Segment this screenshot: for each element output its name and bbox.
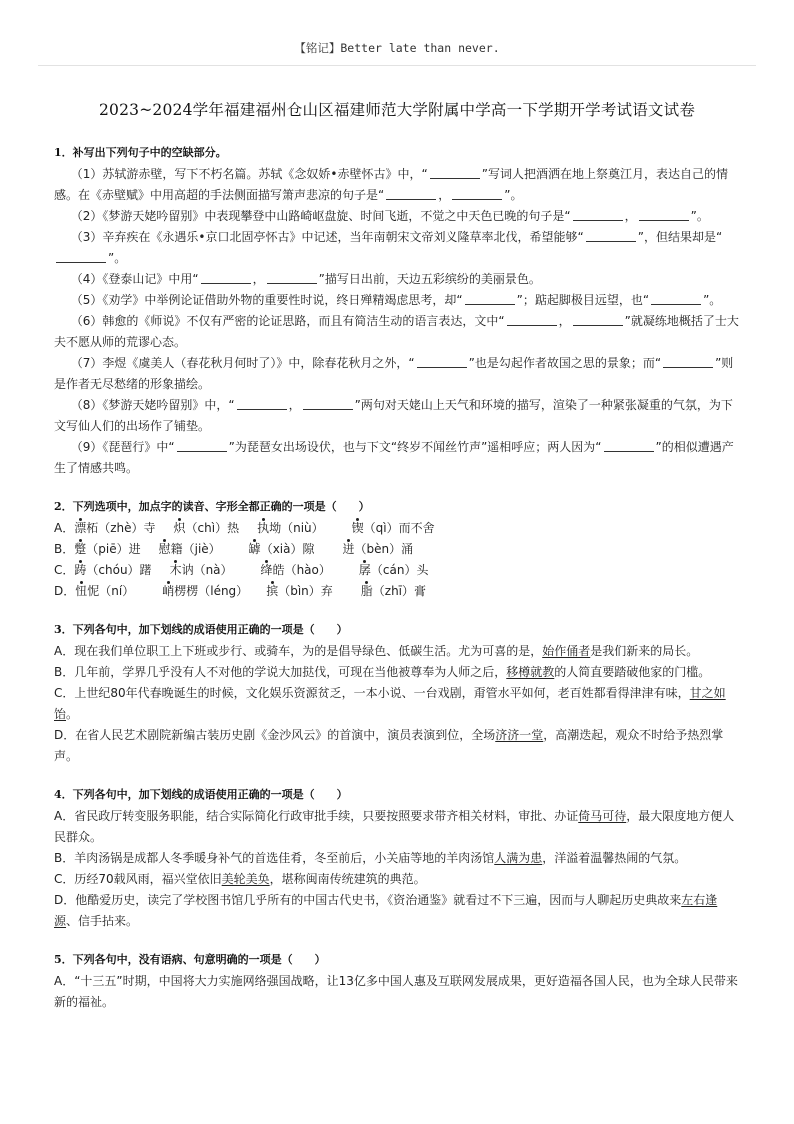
q1-item-8-text-c: ”两句对天姥山上天气和环境的描写，渲染了一种紧张凝重的气氛，为下文写仙人们的出场作了铺垫。	[54, 398, 733, 433]
underlined-idiom: 左右逢源	[54, 893, 718, 928]
q5-option-a[interactable]: A．“十三五”时期，中国将大力实施网络强国战略，让13亿多中国人惠及互联网发展成果，更好造福各国人民，也为全球人民带来新的福祉。	[54, 974, 738, 1009]
answer-blank[interactable]	[201, 271, 251, 284]
option-text: （bèn）涌	[354, 542, 414, 556]
option-text: ，高潮迭起，观众不时给予热烈掌声。	[54, 728, 724, 763]
underlined-idiom: 人满为患	[494, 851, 543, 865]
answer-blank[interactable]	[507, 313, 557, 326]
option-letter: A．	[54, 521, 75, 535]
option-text: 坳（niù）	[269, 521, 324, 535]
q3-option-b[interactable]	[54, 662, 740, 683]
header-divider	[38, 65, 756, 66]
option-letter: B．	[54, 542, 75, 556]
q3-option-c[interactable]	[54, 683, 740, 725]
option-text: D．他酷爱历史，读完了学校图书馆几乎所有的中国古代史书，《资治通鉴》就看过不下三遍，因而与人聊起历史典故来	[54, 893, 682, 907]
option-text: 怩（ní）	[87, 584, 135, 598]
dotted-char: 罅	[248, 542, 261, 556]
dotted-char: 绛	[260, 563, 273, 577]
question-1-stem: 1．补写出下列句子中的空缺部分。	[54, 146, 227, 159]
q1-item-3	[54, 227, 740, 269]
option-text: 讷（nà）	[181, 563, 233, 577]
option-text: ，最大限度地方便人民群众。	[54, 809, 735, 844]
q1-item-3-text-a: （3）辛弃疾在《永遇乐•京口北固亭怀古》中记述，当年南朝宋文帝刘义隆草率北伐，希望能够“	[70, 230, 584, 244]
option-text: B．几年前，学界几乎没有人不对他的学说大加挞伐，可现在当他被尊奉为人师之后，	[54, 665, 507, 679]
q1-item-6-text-b: ，	[558, 314, 571, 328]
q1-item-4-text-a: （4）《登泰山记》中用“	[70, 272, 199, 286]
q1-item-4-text-b: ，	[252, 272, 265, 286]
option-text: （chóu）躇	[86, 563, 152, 577]
answer-blank[interactable]	[604, 439, 654, 452]
underlined-idiom: 甘之如饴	[54, 686, 726, 721]
answer-blank[interactable]	[267, 271, 317, 284]
option-text: ，洋溢着温馨热闹的气氛。	[542, 851, 687, 865]
q1-item-3-text-c: ”。	[108, 251, 127, 265]
q1-item-6	[54, 311, 740, 353]
q4-option-b[interactable]	[54, 848, 740, 869]
q1-item-4	[54, 269, 740, 290]
q1-item-1-text-d: ”。	[504, 188, 523, 202]
underlined-idiom: 移樽就教	[506, 665, 555, 679]
option-text: 柘（zhè）寺	[86, 521, 156, 535]
q1-item-6-text-c: ”就凝练地概括了士大夫不愿从师的荒谬心态。	[54, 314, 739, 349]
option-text: 、信手拈来。	[66, 914, 139, 928]
dotted-char: 炽	[173, 521, 186, 535]
q1-item-9-text-b: ”为琵琶女出场设伏，也与下文“终岁不闻丝竹声”遥相呼应；两人因为“	[228, 440, 602, 454]
q1-item-7-text-c: ”则是作者无尽愁绪的形象描绘。	[54, 356, 734, 391]
answer-blank[interactable]	[663, 355, 713, 368]
dotted-char: 迸	[342, 542, 355, 556]
q1-item-9-text-a: （9）《琵琶行》中“	[70, 440, 175, 454]
underlined-idiom: 美轮美奂	[221, 872, 270, 886]
question-3-stem: 3．下列各句中，加下划线的成语使用正确的一项是（ ）	[54, 623, 348, 636]
option-text: （xià）隙	[260, 542, 315, 556]
option-text: B．羊肉汤锅是成都人冬季暖身补气的首选佳肴，冬至前后，小关庙等地的羊肉汤馆	[54, 851, 495, 865]
option-text: 的人简直要踏破他家的门槛。	[554, 665, 711, 679]
question-5-stem: 5．下列各句中，没有语病、句意明确的一项是（ ）	[54, 953, 326, 966]
dotted-char: 慰	[158, 542, 171, 556]
q1-item-1-text-c: ，	[438, 188, 451, 202]
q1-item-5-text-c: ”。	[703, 293, 722, 307]
answer-blank[interactable]	[586, 229, 636, 242]
dotted-char: 木	[169, 563, 182, 577]
q1-item-8-text-a: （8）《梦游天姥吟留别》中，“	[70, 398, 235, 412]
q1-item-2-text-c: ”。	[690, 209, 709, 223]
underlined-idiom: 始作俑者	[542, 644, 591, 658]
q2-option-c[interactable]	[54, 560, 740, 581]
option-letter: C．	[54, 563, 75, 577]
answer-blank[interactable]	[177, 439, 227, 452]
answer-blank[interactable]	[639, 208, 689, 221]
question-4-stem: 4．下列各句中，加下划线的成语使用正确的一项是（ ）	[54, 788, 348, 801]
dotted-char: 执	[257, 521, 270, 535]
option-text: D．在省人民艺术剧院新编古装历史剧《金沙风云》的首演中，演员表演到位，全场	[54, 728, 496, 742]
dotted-char: 脂	[360, 584, 373, 598]
question-2-stem: 2．下列选项中，加点字的读音、字形全都正确的一项是（ ）	[54, 500, 370, 513]
q1-item-7	[54, 353, 740, 395]
q1-item-5-text-b: ”；踮起脚极目远望，也“	[516, 293, 650, 307]
q1-item-4-text-c: ”描写日出前，天边五彩缤纷的美丽景色。	[318, 272, 541, 286]
q4-option-d[interactable]	[54, 890, 740, 932]
dotted-char: 踌	[74, 563, 87, 577]
dotted-char: 锲	[351, 521, 364, 535]
option-letter: D．	[54, 584, 76, 598]
option-text: （zhī）膏	[372, 584, 427, 598]
q4-option-a[interactable]	[54, 806, 740, 848]
answer-blank[interactable]	[573, 208, 623, 221]
header-motto: 【铭记】Better late than never.	[294, 41, 500, 55]
answer-blank[interactable]	[237, 397, 287, 410]
q1-item-8-text-b: ，	[288, 398, 301, 412]
option-text: C．上世纪80年代春晚诞生的时候，文化娱乐资源贫乏，一本小说、一台戏剧，甭管水平如何，老百姓都看得津津有味，	[54, 686, 690, 700]
q1-item-1-text-a: （1）苏轼游赤壁，写下不朽名篇。苏轼《念奴娇•赤壁怀古》中，“	[70, 167, 428, 181]
exam-content	[54, 142, 740, 1013]
underlined-idiom: 济济一堂	[495, 728, 544, 742]
option-text: 楞楞（léng）	[174, 584, 249, 598]
q1-item-3-text-b: ”，但结果却是“	[637, 230, 723, 244]
q3-option-a[interactable]	[54, 641, 740, 662]
option-text: C．历经70载风雨，福兴堂依旧	[54, 872, 222, 886]
option-text: （cán）头	[370, 563, 429, 577]
q1-item-2	[54, 206, 740, 227]
q2-option-a[interactable]	[54, 518, 740, 539]
q1-item-9-text-c: ”的相似遭遇产生了情感共鸣。	[54, 440, 734, 475]
underlined-idiom: 倚马可待	[578, 809, 627, 823]
answer-blank[interactable]	[651, 292, 701, 305]
q1-item-9	[54, 437, 740, 479]
dotted-char: 蹩	[74, 542, 87, 556]
answer-blank[interactable]	[465, 292, 515, 305]
q1-item-1	[54, 164, 740, 206]
answer-blank[interactable]	[56, 250, 106, 263]
option-text: （qì）而不舍	[363, 521, 435, 535]
q3-option-d[interactable]	[54, 725, 740, 767]
q1-item-2-text-a: （2）《梦游天姥吟留别》中表现攀登中山路崎岖盘旋、时间飞逝，不觉之中天色已晚的句子是“	[70, 209, 571, 223]
option-text: A．省民政厅转变服务职能，结合实际简化行政审批手续，只要按照要求带齐相关材料，审批、办证	[54, 809, 579, 823]
answer-blank[interactable]	[386, 187, 436, 200]
option-text: （chì）热	[185, 521, 240, 535]
q1-item-6-text-a: （6）韩愈的《师说》不仅有严密的论证思路，而且有简洁生动的语言表达，文中“	[70, 314, 505, 328]
q1-item-8	[54, 395, 740, 437]
option-text: A．现在我们单位职工上下班或步行、或骑车，为的是倡导绿色、低碳生活。尤为可喜的是，	[54, 644, 543, 658]
option-text: （piē）进	[86, 542, 141, 556]
dotted-char: 忸	[75, 584, 88, 598]
option-text: 皓（hào）	[272, 563, 331, 577]
answer-blank[interactable]	[573, 313, 623, 326]
answer-blank[interactable]	[430, 166, 480, 179]
q2-option-d[interactable]	[54, 581, 740, 602]
dotted-char: 摈	[266, 584, 279, 598]
q2-option-b[interactable]	[54, 539, 740, 560]
answer-blank[interactable]	[452, 187, 502, 200]
dotted-char: 孱	[358, 563, 371, 577]
answer-blank[interactable]	[303, 397, 353, 410]
dotted-char: 峭	[162, 584, 175, 598]
q1-item-5	[54, 290, 740, 311]
q1-item-1-text-b: ”写词人把酒洒在地上祭奠江月，表达自己的情感。在《赤壁赋》中用高超的手法侧面描写箫声悲凉的句子是“	[54, 167, 728, 202]
q4-option-c[interactable]	[54, 869, 740, 890]
answer-blank[interactable]	[417, 355, 467, 368]
dotted-char: 漂	[74, 521, 87, 535]
q1-item-7-text-b: ”也是勾起作者故国之思的景象；而“	[468, 356, 662, 370]
option-text: （bìn）弃	[278, 584, 333, 598]
q1-item-5-text-a: （5）《劝学》中举例论证借助外物的重要性时说，终日殚精竭虑思考，却“	[70, 293, 463, 307]
option-text: 籍（jiè）	[170, 542, 221, 556]
option-text: 。	[66, 707, 79, 721]
q1-item-2-text-b: ，	[624, 209, 637, 223]
option-text: ，堪称闽南传统建筑的典范。	[269, 872, 426, 886]
document-title: 2023~2024学年福建福州仓山区福建师范大学附属中学高一下学期开学考试语文试卷	[98, 101, 696, 119]
option-text: 是我们新来的局长。	[590, 644, 699, 658]
q1-item-7-text-a: （7）李煜《虞美人（春花秋月何时了）》中，除春花秋月之外，“	[70, 356, 415, 370]
